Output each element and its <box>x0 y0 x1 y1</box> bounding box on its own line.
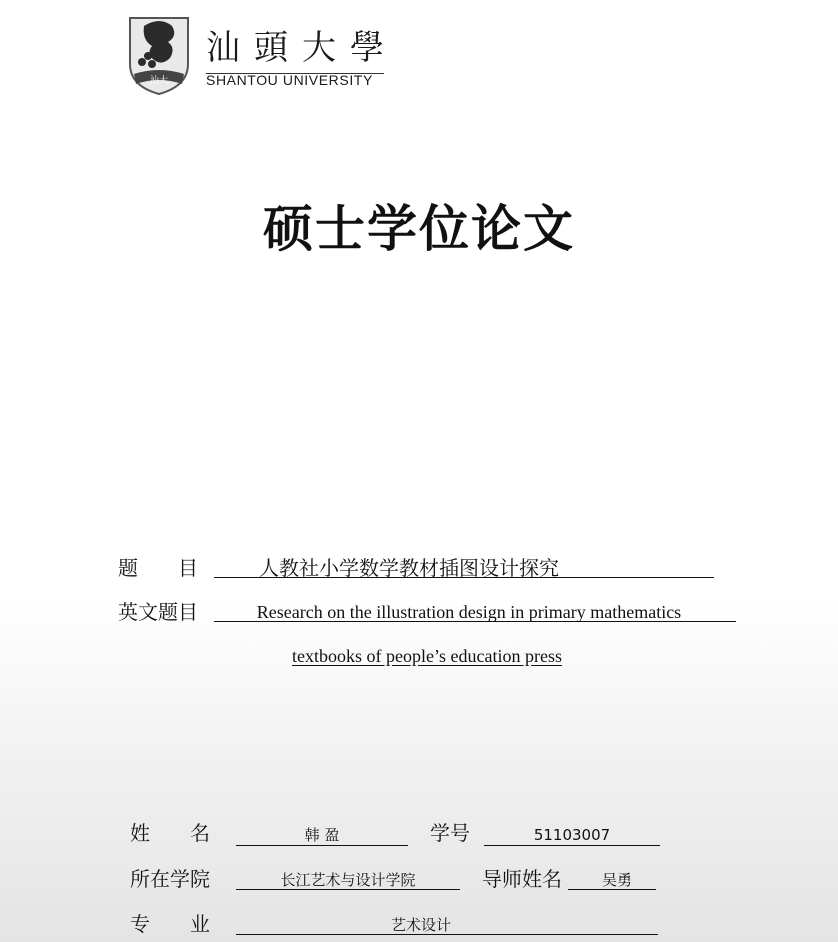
major-value: 艺术设计 <box>390 916 451 934</box>
thesis-type-title: 硕士学位论文 <box>263 200 575 258</box>
topic-value: 人教社小学数学教材插图设计探究 <box>259 556 559 580</box>
university-logo <box>126 12 396 100</box>
college-label: 所在学院 <box>130 867 210 891</box>
name-underline <box>236 845 408 846</box>
crest-text: 汕大 <box>149 76 169 86</box>
college-value: 长江艺术与设计学院 <box>280 871 416 889</box>
major-label: 专 业 <box>130 912 210 936</box>
university-crest-icon <box>126 12 192 96</box>
english-topic-line-1: Research on the illustration design in primary mathematics <box>256 602 682 622</box>
advisor-label: 导师姓名 <box>482 867 562 891</box>
topic-label: 题 目 <box>118 556 198 580</box>
student-id-value: 51103007 <box>533 826 611 844</box>
university-name-chinese: 汕頭大學 <box>206 28 398 68</box>
advisor-value: 吴勇 <box>601 871 632 889</box>
student-id-underline <box>484 845 660 846</box>
university-name-english: SHANTOU UNIVERSITY <box>206 72 373 88</box>
student-id-label: 学号 <box>430 821 470 845</box>
name-label: 姓 名 <box>130 821 210 845</box>
english-topic-line-2: textbooks of people’s education press <box>292 646 562 666</box>
english-topic-label: 英文题目 <box>118 600 198 624</box>
name-value: 韩 盈 <box>304 826 340 844</box>
